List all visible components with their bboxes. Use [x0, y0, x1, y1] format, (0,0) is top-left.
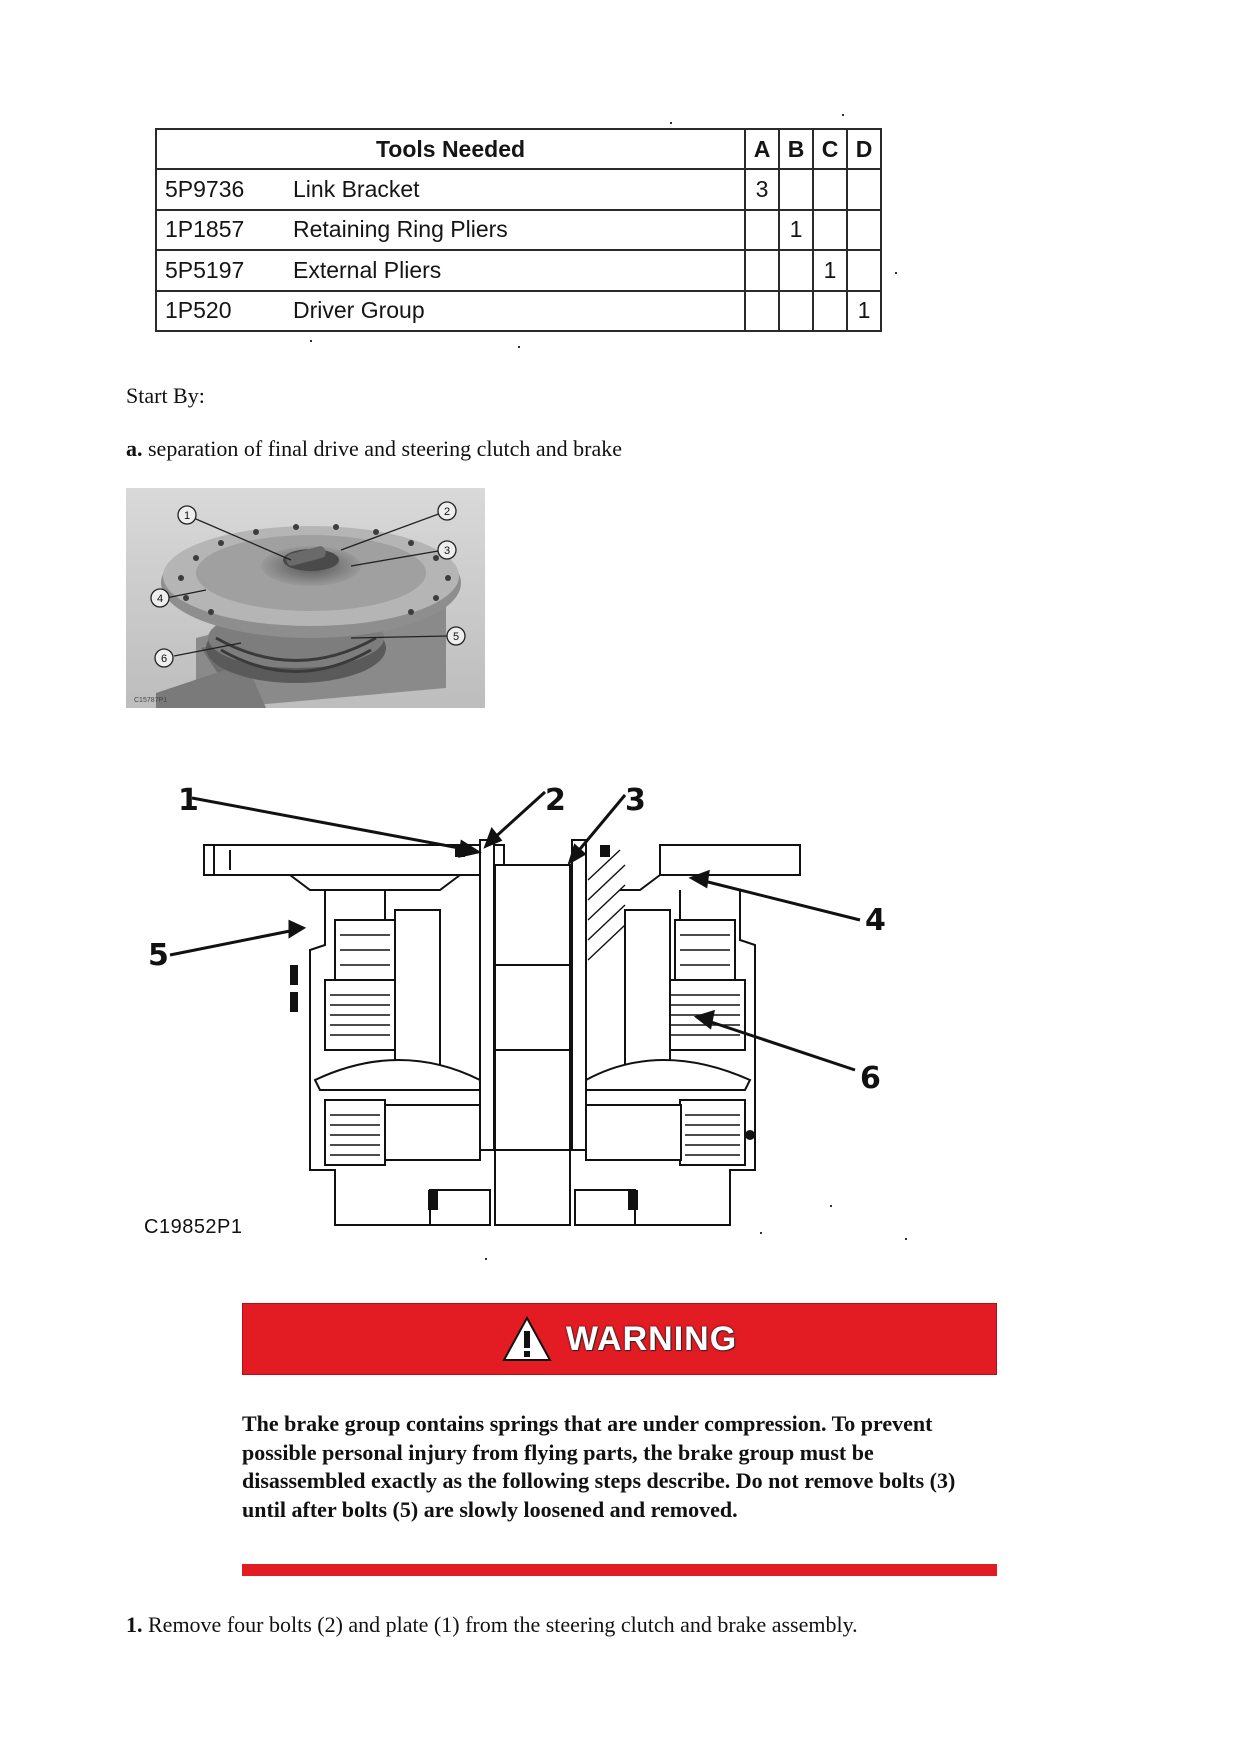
tool-description: Link Bracket — [285, 169, 745, 209]
qty-b: 1 — [779, 210, 813, 250]
scan-speck — [518, 346, 520, 348]
table-row — [156, 250, 881, 290]
warning-triangle-icon — [502, 1315, 552, 1363]
diagram-callout-4: 4 — [865, 903, 886, 938]
diagram-callout-1: 1 — [178, 783, 199, 818]
tool-description: Driver Group — [285, 291, 745, 331]
scan-speck — [310, 340, 312, 342]
qty-a — [745, 250, 779, 290]
brake-cross-section-diagram — [140, 780, 920, 1250]
warning-label: WARNING — [565, 1319, 738, 1358]
photo-callout-3: 3 — [443, 545, 451, 557]
qty-b — [779, 291, 813, 331]
tool-description: External Pliers — [285, 250, 745, 290]
column-header-a: A — [745, 129, 779, 169]
step-1 — [126, 1612, 858, 1638]
diagram-callout-2: 2 — [545, 783, 566, 818]
qty-a — [745, 210, 779, 250]
scan-speck — [905, 1238, 907, 1240]
photo-callout-6: 6 — [160, 653, 168, 665]
scan-speck — [670, 122, 672, 124]
diagram-code: C19852P1 — [144, 1216, 243, 1238]
column-header-c: C — [813, 129, 847, 169]
start-by-label: Start By: — [126, 383, 205, 408]
qty-b — [779, 169, 813, 209]
photo-code: C15787P1 — [134, 697, 168, 704]
column-header-d: D — [847, 129, 881, 169]
tools-table-header — [156, 129, 881, 169]
tool-description: Retaining Ring Pliers — [285, 210, 745, 250]
start-by-step-a — [126, 436, 622, 462]
diagram-callout-5: 5 — [148, 938, 169, 973]
warning-banner — [242, 1303, 997, 1375]
qty-c — [813, 210, 847, 250]
scan-speck — [760, 1232, 762, 1234]
step-marker: 1. — [126, 1612, 143, 1637]
tools-needed-title: Tools Needed — [156, 129, 745, 169]
brake-assembly-photo — [126, 488, 485, 708]
qty-c — [813, 291, 847, 331]
tools-needed-table — [155, 128, 882, 332]
step-text: Remove four bolts (2) and plate (1) from the steering clutch and brake assembly. — [148, 1612, 858, 1637]
step-marker: a. — [126, 436, 143, 461]
photo-callout-4: 4 — [156, 593, 164, 605]
diagram-callout-6: 6 — [860, 1061, 881, 1096]
step-text: separation of final drive and steering clutch and brake — [148, 436, 623, 461]
qty-c: 1 — [813, 250, 847, 290]
qty-c — [813, 169, 847, 209]
warning-bottom-bar — [242, 1564, 997, 1576]
photo-callout-5: 5 — [452, 631, 460, 643]
qty-a: 3 — [745, 169, 779, 209]
part-number: 1P520 — [156, 291, 285, 331]
qty-d — [847, 250, 881, 290]
table-row — [156, 210, 881, 250]
table-row — [156, 291, 881, 331]
warning-text: The brake group contains springs that are under compression. To prevent possible personal injury from flying parts, the brake group must be disassembled exactly as the following steps describe. Do not remove bolts (3) until after bolts (5) are slowly loosened and removed. — [242, 1411, 956, 1522]
part-number: 5P9736 — [156, 169, 285, 209]
part-number: 1P1857 — [156, 210, 285, 250]
photo-callout-2: 2 — [443, 506, 451, 518]
qty-d — [847, 169, 881, 209]
scan-speck — [895, 272, 897, 274]
photo-callout-1: 1 — [183, 510, 191, 522]
qty-d — [847, 210, 881, 250]
table-row — [156, 169, 881, 209]
scan-speck — [842, 114, 844, 116]
qty-b — [779, 250, 813, 290]
diagram-callout-3: 3 — [625, 783, 646, 818]
qty-d: 1 — [847, 291, 881, 331]
column-header-b: B — [779, 129, 813, 169]
scan-speck — [830, 1205, 832, 1207]
qty-a — [745, 291, 779, 331]
scan-speck — [485, 1258, 487, 1260]
part-number: 5P5197 — [156, 250, 285, 290]
